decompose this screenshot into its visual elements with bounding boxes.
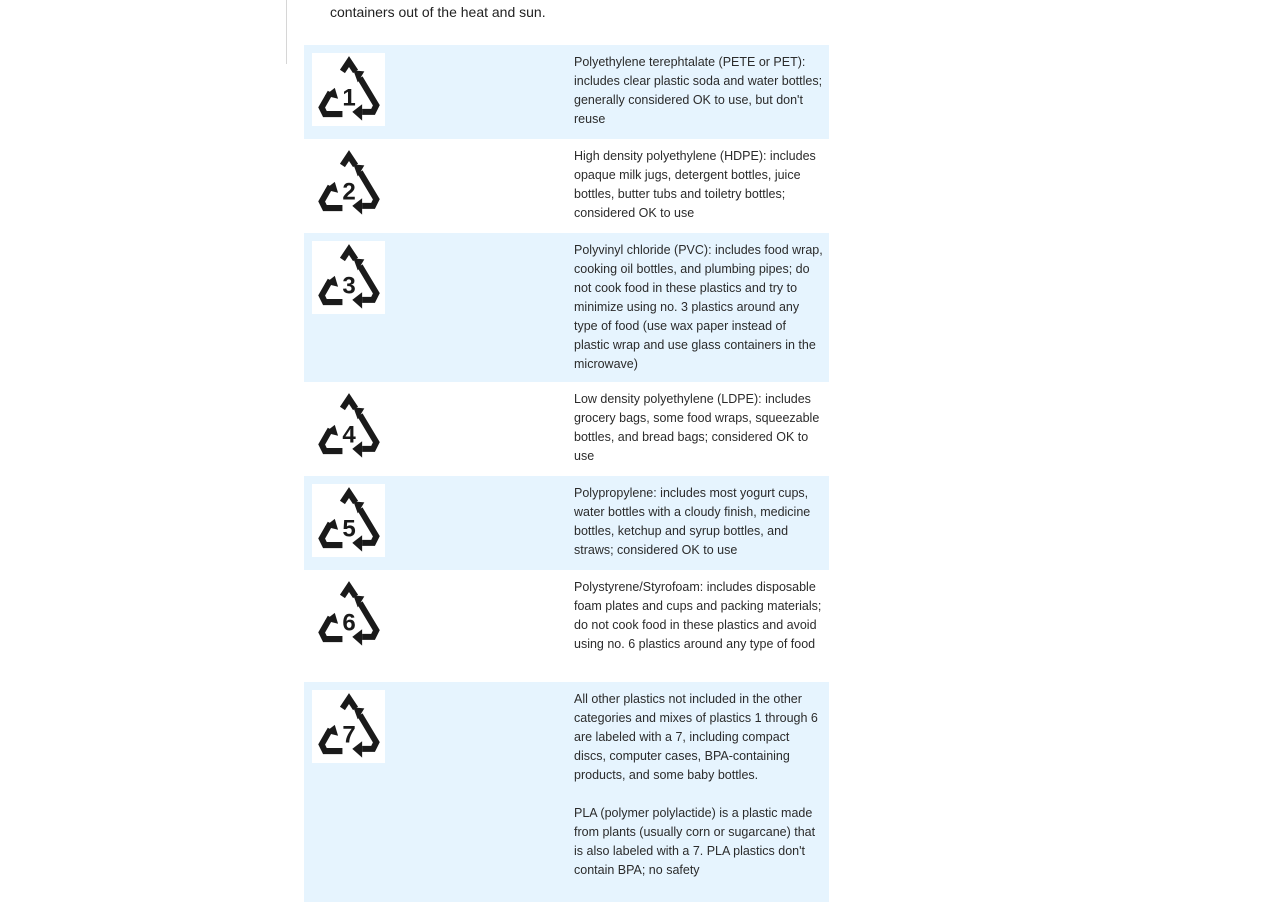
row-description: High density polyethylene (HDPE): includes opaque milk jugs, detergent bottles, juice bottles, butter tubs and toiletry bottles; considered OK to use — [574, 149, 816, 220]
intro-paragraph: containers out of the heat and sun. — [330, 4, 546, 20]
table-row — [304, 139, 829, 233]
row-description: Polyethylene terephtalate (PETE or PET): includes clear plastic soda and water bottles; generally considered OK to use, but don't reuse — [574, 55, 823, 126]
recycle-code-4-icon — [312, 390, 385, 463]
table-row — [304, 476, 829, 570]
table-row — [304, 382, 829, 476]
table-row — [304, 682, 829, 902]
recycle-code-3-icon — [312, 241, 385, 314]
recycle-code-number: 1 — [341, 83, 356, 111]
row-description: Polystyrene/Styrofoam: includes disposable foam plates and cups and packing materials; do not cook food in these plastics and avoid using no. 6 plastics around any type of food — [574, 580, 822, 651]
recycle-code-7-icon — [312, 690, 385, 763]
row-description-extra: PLA (polymer polylactide) is a plastic made from plants (usually corn or sugarcane) that is also labeled with a 7. PLA plastics don't contain BPA; no safety — [574, 806, 816, 877]
row-description: Polypropylene: includes most yogurt cups, water bottles with a cloudy finish, medicine bottles, ketchup and syrup bottles, and straws; considered OK to use — [574, 486, 811, 557]
recycle-code-number: 5 — [341, 514, 356, 542]
recycle-code-number: 6 — [341, 608, 356, 636]
table-row — [304, 45, 829, 139]
row-description: All other plastics not included in the other categories and mixes of plastics 1 through 6 are labeled with a 7, including compact discs, computer cases, BPA-containing products, and some baby bottles. — [574, 692, 818, 782]
row-description: Low density polyethylene (LDPE): includes grocery bags, some food wraps, squeezable bottles, and bread bags; considered OK to use — [574, 392, 820, 463]
recycle-code-5-icon — [312, 484, 385, 557]
recycle-code-2-icon — [312, 147, 385, 220]
table-row — [304, 233, 829, 382]
recycle-code-number: 4 — [341, 420, 356, 448]
recycle-code-1-icon — [312, 53, 385, 126]
plastics-table — [304, 45, 829, 902]
recycle-code-number: 2 — [341, 177, 356, 205]
recycle-code-number: 7 — [341, 720, 356, 748]
row-description: Polyvinyl chloride (PVC): includes food wrap, cooking oil bottles, and plumbing pipes; do not cook food in these plastics and try to minimize using no. 3 plastics around any type of food (use wax paper instead of plastic wrap and use glass containers in the microwave) — [574, 243, 823, 371]
left-column-divider — [286, 0, 287, 64]
table-row — [304, 570, 829, 682]
recycle-code-number: 3 — [341, 271, 356, 299]
recycle-code-6-icon — [312, 578, 385, 651]
